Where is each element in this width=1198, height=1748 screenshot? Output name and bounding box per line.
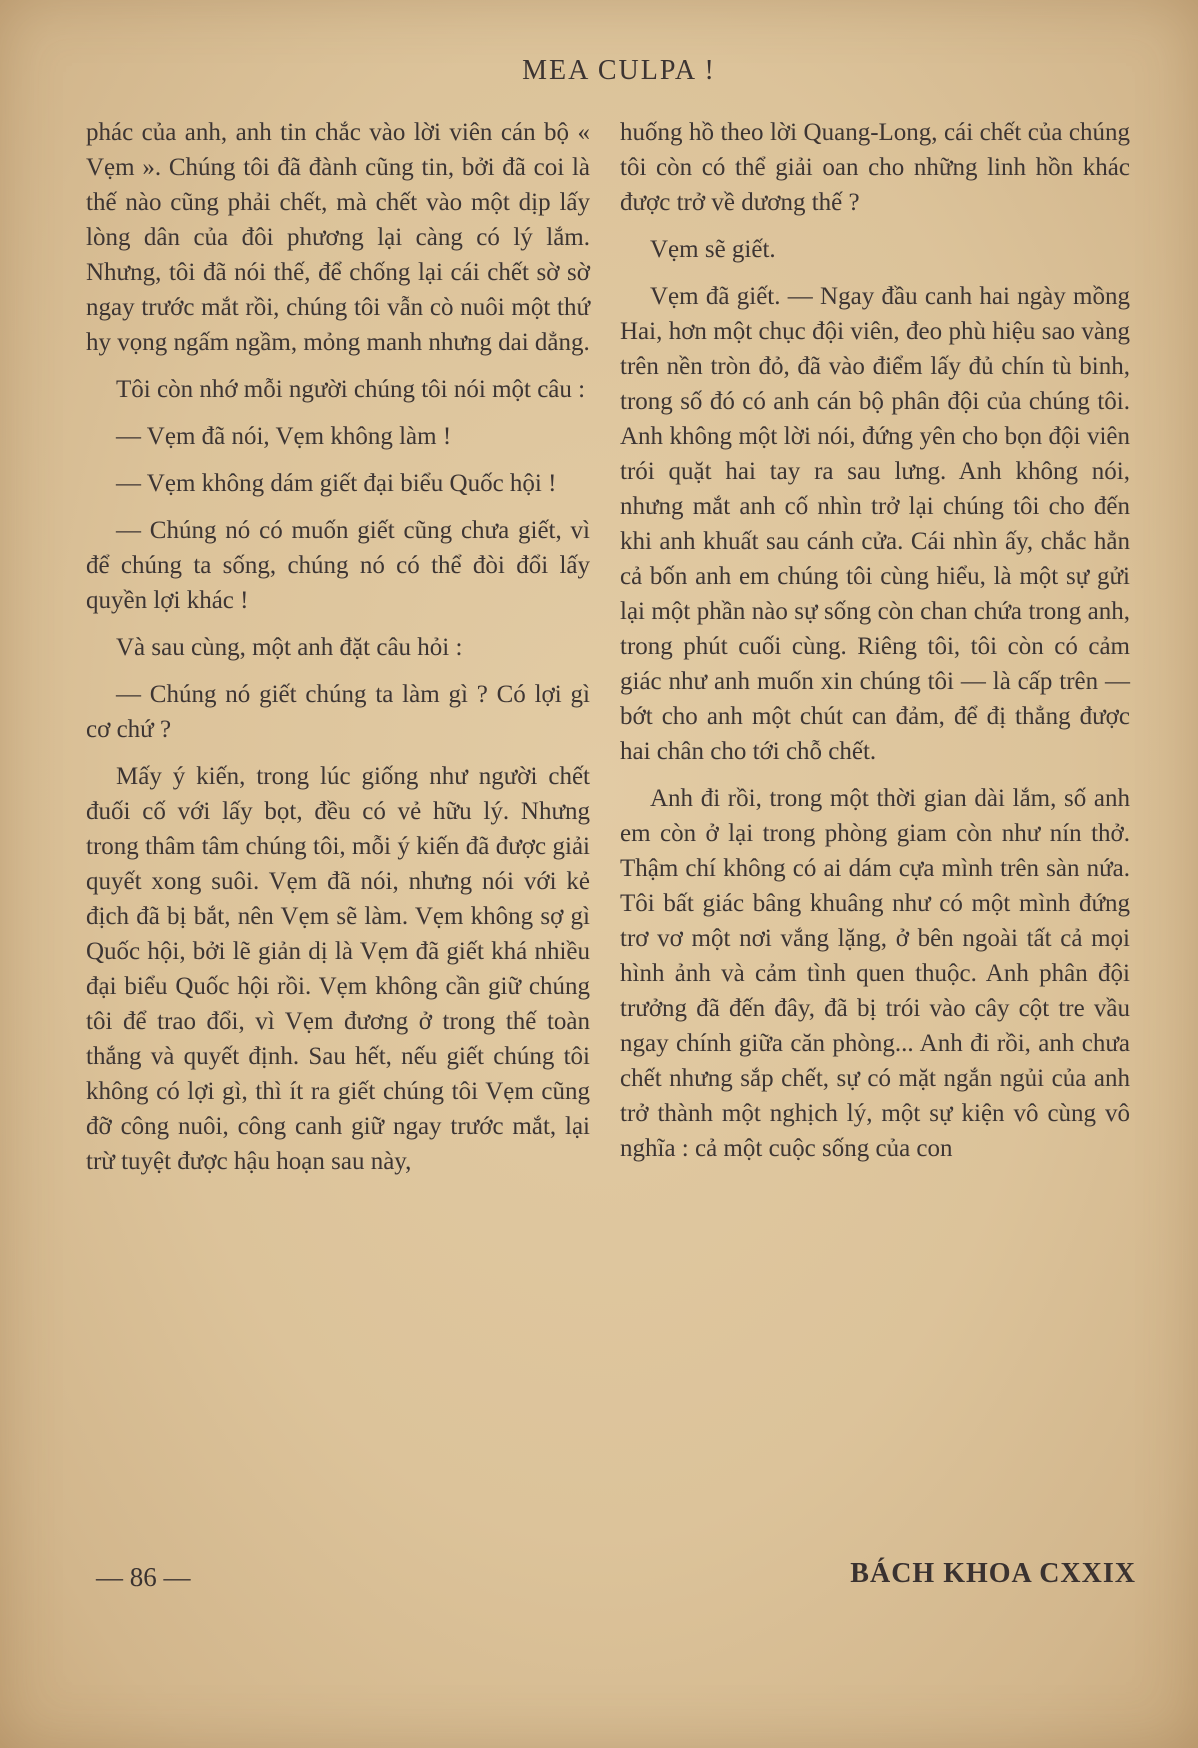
page-number: — 86 —: [96, 1562, 191, 1592]
paragraph: — Vẹm đã nói, Vẹm không làm !: [116, 423, 452, 450]
paragraph: Tôi còn nhớ mỗi người chúng tôi nói một câu :: [116, 376, 586, 403]
paragraph: — Chúng nó giết chúng ta làm gì ? Có lợi gì cơ chứ ?: [86, 681, 590, 743]
paragraph: phác của anh, anh tin chắc vào lời viên cán bộ « Vẹm ». Chúng tôi đã đành cũng tin, bởi đã coi là thế nào cũng phải chết, mà chết vào một dịp lấy lòng dân của đôi phương lại càng có lý lắm. Nhưng, tôi đã nói thế, để chống lại cái chết sờ sờ ngay trước mắt rồi, chúng tôi vẫn cò nuôi một thứ hy vọng ngấm ngầm, mỏng manh nhưng dai dẳng.: [86, 119, 590, 356]
publication-name: BÁCH KHOA CXXIX: [850, 1558, 1136, 1589]
paragraph: Vẹm đã giết. — Ngay đầu canh hai ngày mồng Hai, hơn một chục đội viên, đeo phù hiệu sao vàng trên nền tròn đỏ, đã vào điểm lấy đủ chín tù binh, trong số đó có anh cán bộ phân đội của chúng tôi. Anh không một lời nói, đứng yên cho bọn đội viên trói quặt hai tay ra sau lưng. Anh không nói, nhưng mắt anh cố nhìn trở lại chúng tôi cho đến khi anh khuất sau cánh cửa. Cái nhìn ấy, chắc hẳn cả bốn anh em chúng tôi cùng hiểu, là một sự gửi lại một phần nào sự sống còn chan chứa trong anh, trong phút cuối cùng. Riêng tôi, tôi còn có cảm giác như anh muốn xin chúng tôi — là cấp trên — bớt cho anh một chút can đảm, để đị thẳng được hai chân cho tới chỗ chết.: [620, 283, 1130, 765]
left-text-column: [86, 115, 590, 1191]
paragraph: Anh đi rồi, trong một thời gian dài lắm, số anh em còn ở lại trong phòng giam còn như nín thở. Thậm chí không có ai dám cựa mình trên sàn nứa. Tôi bất giác bâng khuâng như có một mình đứng trơ vơ một nơi vắng lặng, ở bên ngoài tất cả mọi hình ảnh và cảm tình quen thuộc. Anh phân đội trưởng đã đến đây, đã bị trói vào cây cột tre vầu ngay chính giữa căn phòng... Anh đi rồi, anh chưa chết nhưng sắp chết, sự có mặt ngắn ngủi của anh trở thành một nghịch lý, một sự kiện vô cùng vô nghĩa : cả một cuộc sống của con: [620, 785, 1130, 1162]
paragraph: Vẹm sẽ giết.: [650, 236, 776, 263]
paragraph: Và sau cùng, một anh đặt câu hỏi :: [116, 634, 463, 661]
paragraph: — Vẹm không dám giết đại biểu Quốc hội !: [116, 470, 557, 497]
right-text-column: [620, 115, 1130, 1178]
running-title: MEA CULPA !: [522, 55, 716, 86]
paragraph: huống hồ theo lời Quang-Long, cái chết của chúng tôi còn có thể giải oan cho những linh hồn khác được trở về dương thế ?: [620, 119, 1130, 216]
paragraph: Mấy ý kiến, trong lúc giống như người chết đuối cố với lấy bọt, đều có vẻ hữu lý. Nhưng trong thâm tâm chúng tôi, mỗi ý kiến đã được giải quyết xong suôi. Vẹm đã nói, nhưng nói với kẻ địch đã bị bắt, nên Vẹm sẽ làm. Vẹm không sợ gì Quốc hội, bởi lẽ giản dị là Vẹm đã giết khá nhiều đại biểu Quốc hội rồi. Vẹm không cần giữ chúng tôi để trao đổi, vì Vẹm đương ở trong thế toàn thắng và quyết định. Sau hết, nếu giết chúng tôi không có lợi gì, thì ít ra giết chúng tôi Vẹm cũng đỡ công nuôi, công canh giữ ngay trước mắt, lại trừ tuyệt được hậu hoạn sau này,: [86, 763, 590, 1175]
paragraph: — Chúng nó có muốn giết cũng chưa giết, vì để chúng ta sống, chúng nó có thể đòi đổi lấy quyền lợi khác !: [86, 517, 590, 614]
